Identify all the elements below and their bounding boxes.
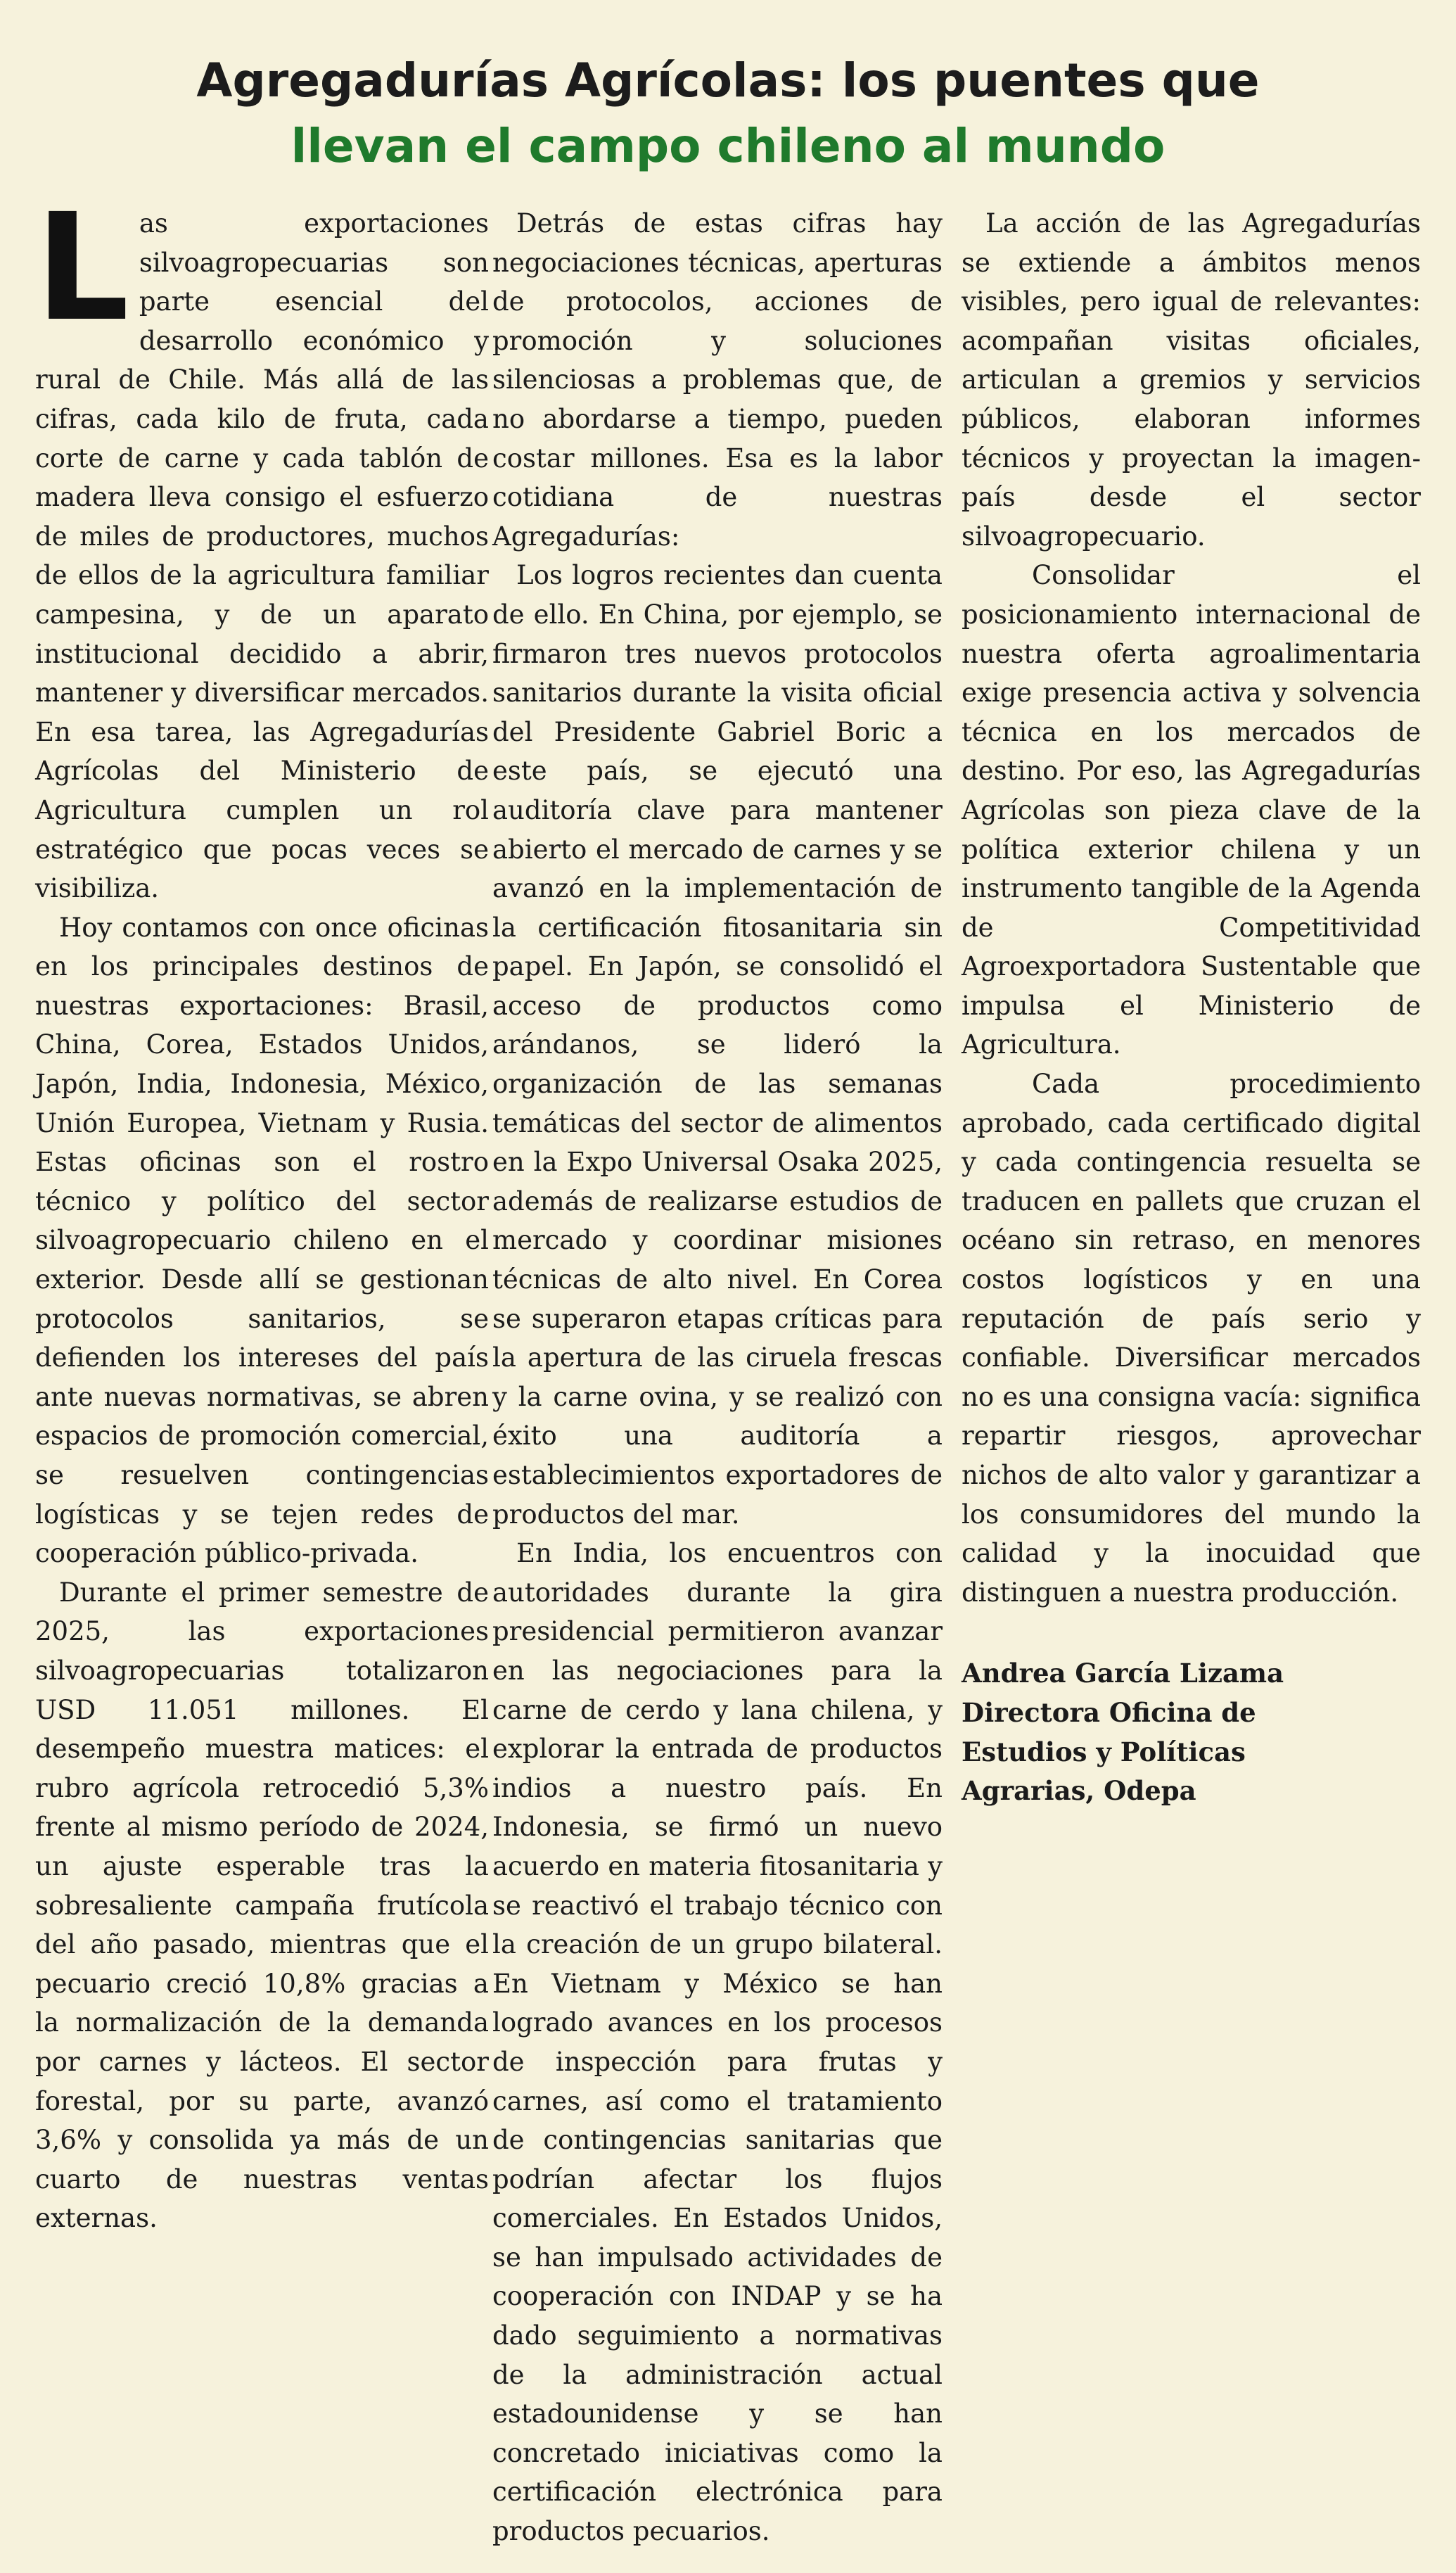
column-1 (35, 182, 489, 2238)
paragraph-2: Hoy contamos con once oficinas en los principales destinos de nuestras exportaciones: Brasil, China, Corea, Estados Unidos, Japón, India, Indonesia, México, Unión Europea, Vietnam y Rusia. Estas oficinas son el rostro técnico y político del sector silvoagropecuario chileno en el exterior. Desde allí se gestionan protocolos sanitarios, se defienden los intereses del país ante nuevas normativas, se abren espacios de promoción comercial, se resuelven contingencias logísticas y se tejen redes de cooperación público-privada. (35, 912, 489, 1569)
paragraph-4: Detrás de estas cifras hay negociaciones técnicas, aperturas de protocolos, acciones de promoción y soluciones silenciosas a problemas que, de no abordarse a tiempo, pueden costar millones. Esa es la labor cotidiana de nuestras Agregadurías: (492, 208, 943, 552)
article-headline (0, 49, 1456, 179)
headline-line-1: Agregadurías Agrícolas: los puentes que (196, 53, 1260, 108)
drop-cap: L (35, 182, 129, 354)
paragraph-1-text: as exportaciones silvoagropecuarias son parte esencial del desarrollo económico y rural de Chile. Más allá de las cifras, cada kilo de fruta, cada corte de carne y cada tablón de madera lleva consigo el esfuerzo de miles de productores, muchos de ellos de la agricultura familiar campesina, y de un aparato institucional decidido a abrir, mantener y diversificar mercados. En esa tarea, las Agregadurías Agrícolas del Ministerio de Agricultura cumplen un rol estratégico que pocas veces se visibiliza. (35, 208, 489, 904)
column-3 (962, 204, 1421, 1811)
author-title-line-1: Directora Oficina de (962, 1696, 1256, 1728)
author-title-line-2: Estudios y Políticas (962, 1736, 1246, 1767)
author-name: Andrea García Lizama (962, 1658, 1284, 1689)
paragraph-5: Los logros recientes dan cuenta de ello. En China, por ejemplo, se firmaron tres nuevos protocolos sanitarios durante la visita oficial del Presidente Gabriel Boric a este país, se ejecutó una auditoría clave para mantener abierto el mercado de carnes y se avanzó en la implementación de la certificación fitosanitaria sin papel. En Japón, se consolidó el acceso de productos como arándanos, se lideró la organización de las semanas temáticas del sector de alimentos en la Expo Universal Osaka 2025, además de realizarse estudios de mercado y coordinar misiones técnicas de alto nivel. En Corea se superaron etapas críticas para la apertura de las ciruela frescas y la carne ovina, y se realizó con éxito una auditoría a establecimientos exportadores de productos del mar. (492, 560, 943, 1530)
paragraph-8: Consolidar el posicionamiento internacional de nuestra oferta agroalimentaria exige presencia activa y solvencia técnica en los mercados de destino. Por eso, las Agregadurías Agrícolas son pieza clave de la política exterior chilena y un instrumento tangible de la Agenda de Competitividad Agroexportadora Sustentable que impulsa el Ministerio de Agricultura. (962, 560, 1421, 1060)
author-signature (962, 1654, 1421, 1810)
paragraph-1 (35, 182, 489, 908)
author-title-line-3: Agrarias, Odepa (962, 1775, 1196, 1807)
paragraph-7: La acción de las Agregadurías se extiende a ámbitos menos visibles, pero igual de relevantes: acompañan visitas oficiales, articulan a gremios y servicios públicos, elaboran informes técnicos y proyectan la imagen-país desde el sector silvoagropecuario. (962, 208, 1421, 552)
paragraph-6: En India, los encuentros con autoridades durante la gira presidencial permitieron avanzar en las negociaciones para la carne de cerdo y lana chilena, y explorar la entrada de productos indios a nuestro país. En Indonesia, se firmó un nuevo acuerdo en materia fitosanitaria y se reactivó el trabajo técnico con la creación de un grupo bilateral. En Vietnam y México se han logrado avances en los procesos de inspección para frutas y carnes, así como el tratamiento de contingencias sanitarias que podrían afectar los flujos comerciales. En Estados Unidos, se han impulsado actividades de cooperación con INDAP y se ha dado seguimiento a normativas de la administración actual estadounidense y se han concretado iniciativas como la certificación electrónica para productos pecuarios. (492, 1538, 943, 2547)
headline-line-2: llevan el campo chileno al mundo (290, 119, 1166, 173)
paragraph-3: Durante el primer semestre de 2025, las exportaciones silvoagropecuarias totalizaron USD 11.051 millones. El desempeño muestra matices: el rubro agrícola retrocedió 5,3% frente al mismo período de 2024, un ajuste esperable tras la sobresaliente campaña frutícola del año pasado, mientras que el pecuario creció 10,8% gracias a la normalización de la demanda por carnes y lácteos. El sector forestal, por su parte, avanzó 3,6% y consolida ya más de un cuarto de nuestras ventas externas. (35, 1577, 489, 2234)
column-2 (492, 204, 943, 2551)
paragraph-9: Cada procedimiento aprobado, cada certificado digital y cada contingencia resuelta se traducen en pallets que cruzan el océano sin retraso, en menores costos logísticos y en una reputación de país serio y confiable. Diversificar mercados no es una consigna vacía: significa repartir riesgos, aprovechar nichos de alto valor y garantizar a los consumidores del mundo la calidad y la inocuidad que distinguen a nuestra producción. (962, 1069, 1421, 1608)
